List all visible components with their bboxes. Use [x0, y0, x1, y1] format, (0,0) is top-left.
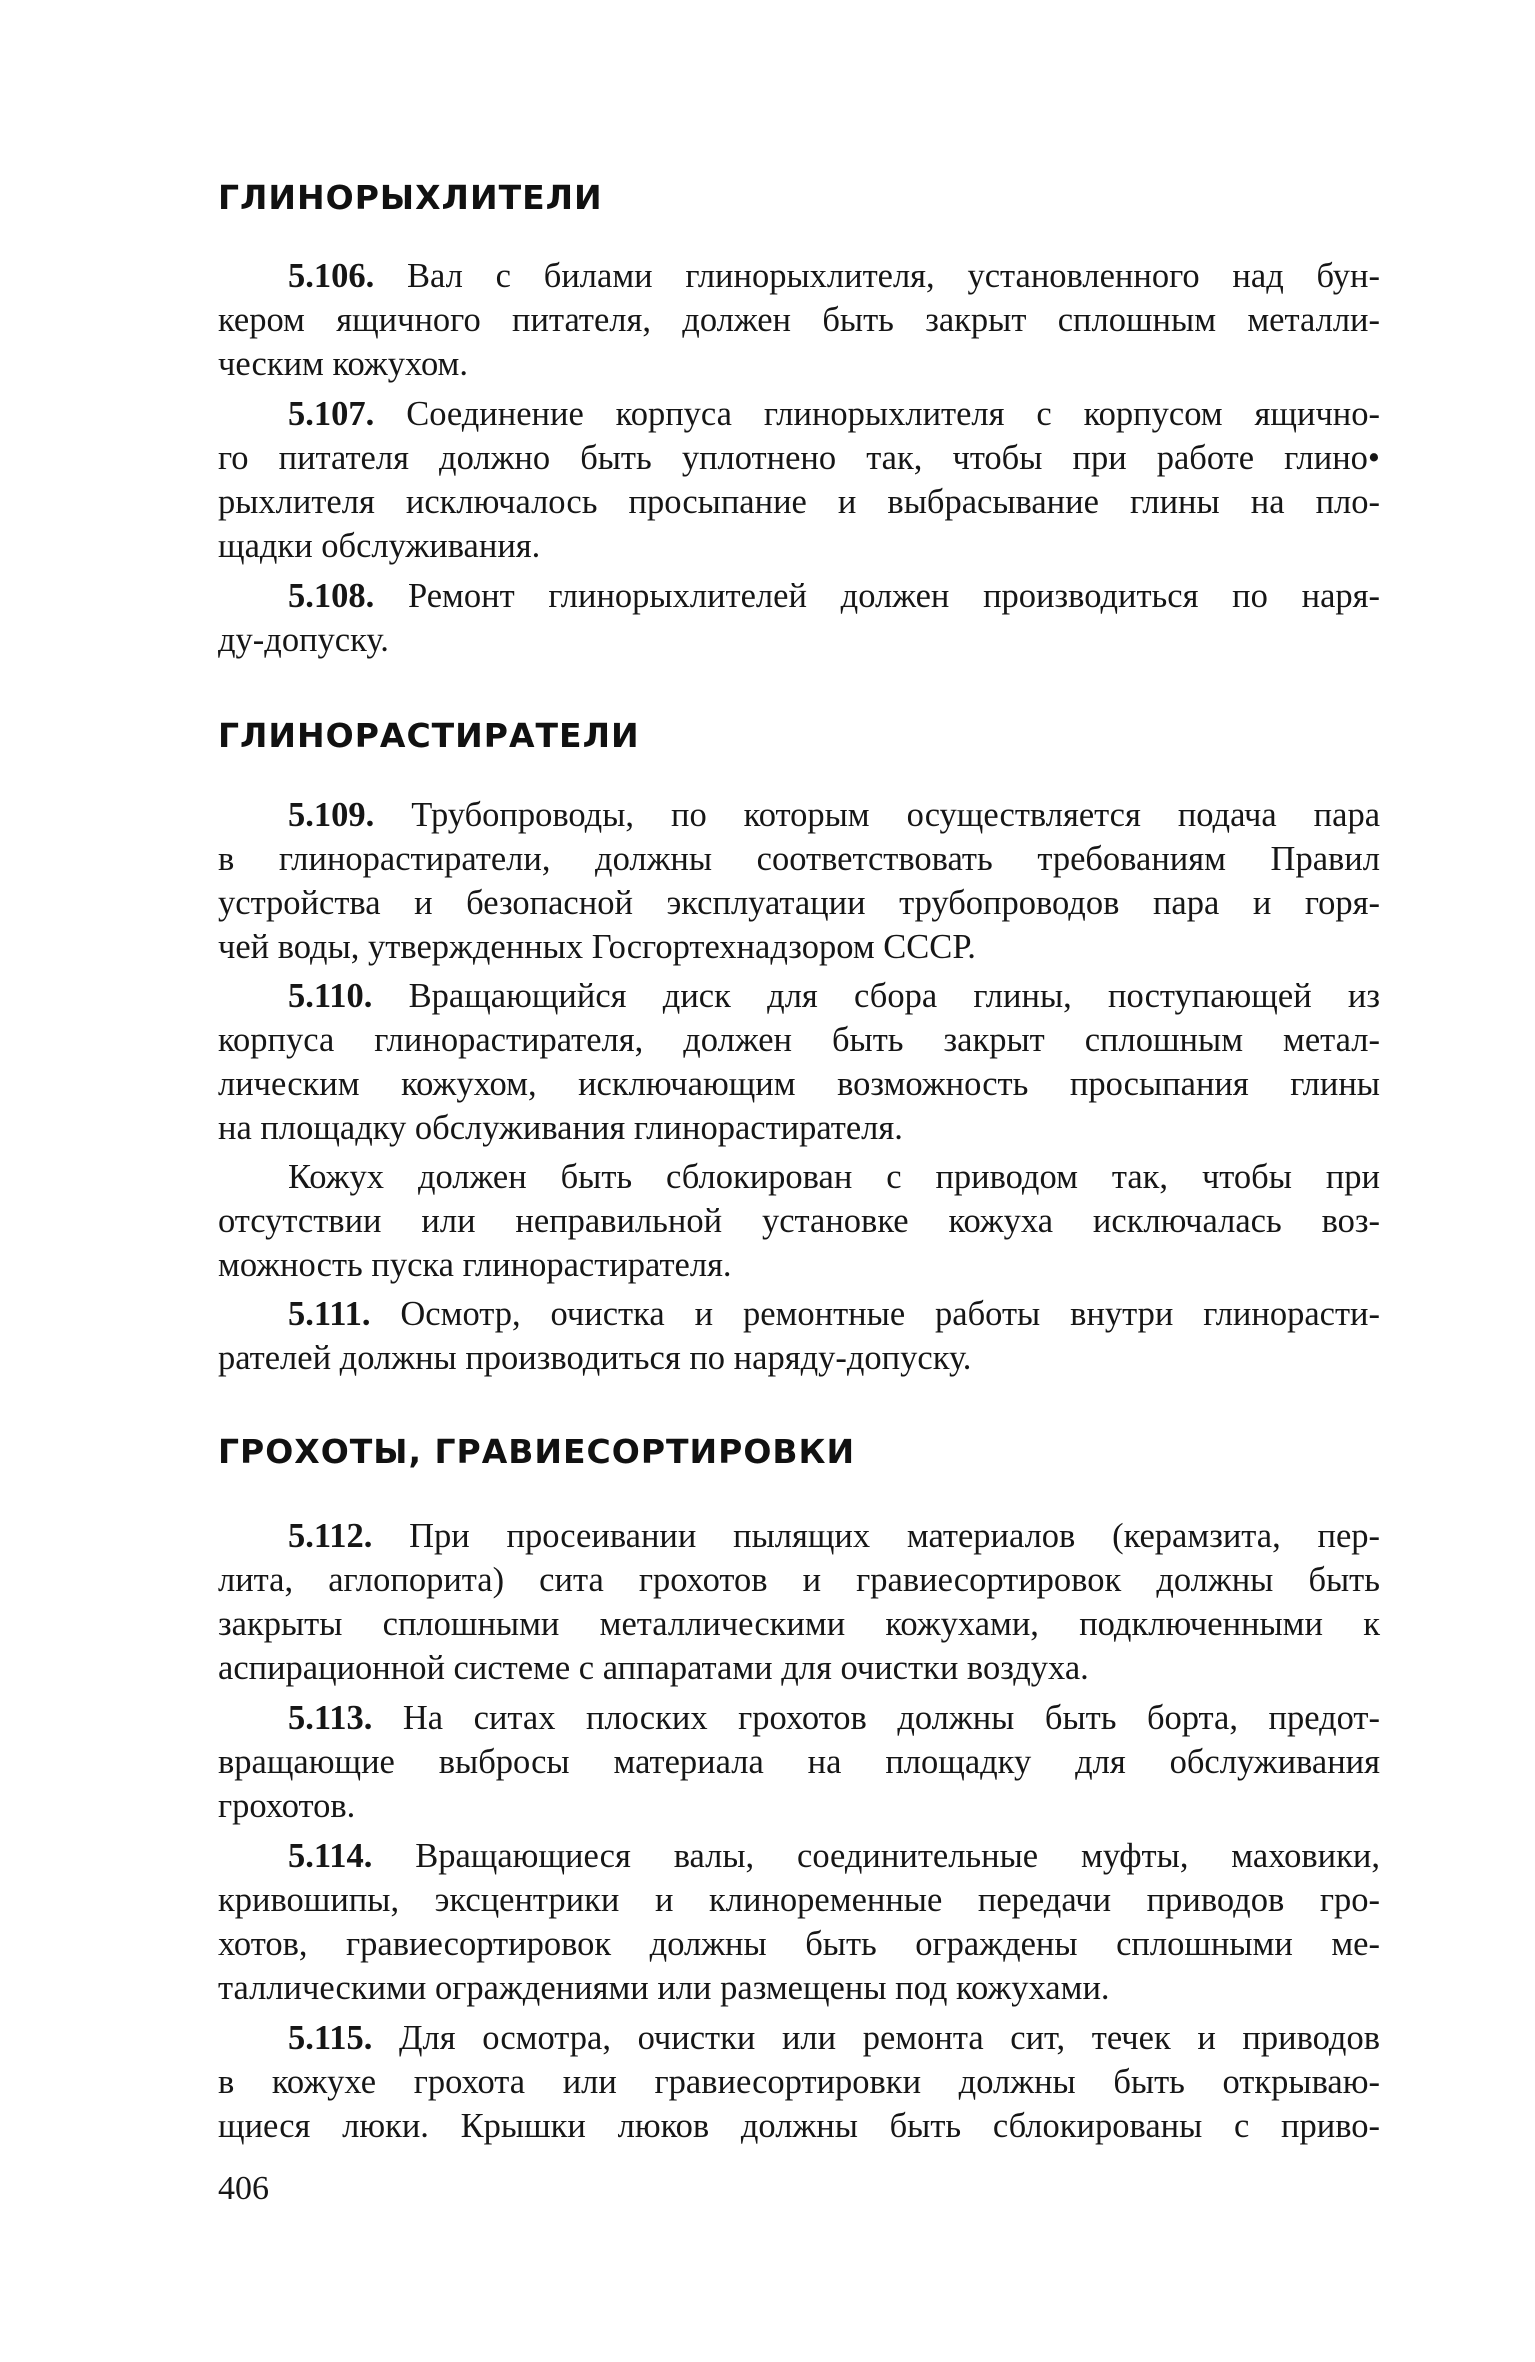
paragraph-5-110b-line-1: Кожух должен быть сблокирован с приводом так, чтобы при	[288, 1158, 1380, 1196]
page-number: 406	[218, 2170, 269, 2207]
text: Осмотр, очистка и ремонтные работы внутри глинорасти-	[400, 1295, 1380, 1333]
item-number: 5.113.	[288, 1699, 373, 1737]
text: При просеивании пылящих материалов (керамзита, пер-	[409, 1517, 1380, 1555]
paragraph-5-109-line-4: чей воды, утвержденных Госгортехнадзором СССР.	[218, 928, 976, 966]
paragraph-5-110-line-4: на площадку обслуживания глинорастирателя.	[218, 1109, 903, 1147]
paragraph-5-114-line-1	[218, 1836, 1380, 1876]
paragraph-5-109-line-3: устройства и безопасной эксплуатации трубопроводов пара и горя-	[218, 884, 1380, 922]
item-number: 5.110.	[288, 977, 373, 1015]
item-number: 5.114.	[288, 1837, 373, 1875]
paragraph-5-115-line-3: щиеся люки. Крышки люков должны быть сблокированы с приво-	[218, 2107, 1380, 2145]
item-number: 5.109.	[288, 796, 375, 834]
item-number: 5.106.	[288, 257, 375, 295]
paragraph-5-106-line-2: кером ящичного питателя, должен быть закрыт сплошным металли-	[218, 301, 1380, 339]
text: На ситах плоских грохотов должны быть борта, предот-	[402, 1699, 1380, 1737]
paragraph-5-110-line-2: корпуса глинорастирателя, должен быть закрыт сплошным метал-	[218, 1021, 1380, 1059]
text: Вал с билами глинорыхлителя, установленного над бун-	[407, 257, 1380, 295]
paragraph-5-113-line-3: грохотов.	[218, 1787, 356, 1825]
paragraph-5-112-line-1	[218, 1516, 1380, 1556]
item-number: 5.112.	[288, 1517, 373, 1555]
paragraph-5-114-line-4: таллическими ограждениями или размещены под кожухами.	[218, 1969, 1110, 2007]
item-number: 5.108.	[288, 577, 375, 615]
paragraph-5-111-line-1	[218, 1294, 1380, 1334]
paragraph-5-106-line-3: ческим кожухом.	[218, 345, 468, 383]
paragraph-5-107-line-2: го питателя должно быть уплотнено так, чтобы при работе глино•	[218, 439, 1380, 477]
paragraph-5-112-line-4: аспирационной системе с аппаратами для очистки воздуха.	[218, 1649, 1089, 1687]
paragraph-5-109-line-1	[218, 795, 1380, 835]
paragraph-5-111-line-2: рателей должны производиться по наряду-допуску.	[218, 1339, 972, 1377]
paragraph-5-110-line-1	[218, 976, 1380, 1016]
paragraph-5-109-line-2: в глинорастиратели, должны соответствовать требованиям Правил	[218, 840, 1380, 878]
paragraph-5-113-line-1	[218, 1698, 1380, 1738]
paragraph-5-110b-line-3: можность пуска глинорастирателя.	[218, 1246, 732, 1284]
item-number: 5.115.	[288, 2019, 373, 2057]
paragraph-5-108-line-1	[218, 576, 1380, 616]
paragraph-5-107-line-4: щадки обслуживания.	[218, 527, 541, 565]
paragraph-5-112-line-2: лита, аглопорита) сита грохотов и гравиесортировок должны быть	[218, 1561, 1380, 1599]
text: Соединение корпуса глинорыхлителя с корпусом ящично-	[406, 395, 1381, 433]
text: Ремонт глинорыхлителей должен производиться по наря-	[407, 577, 1381, 615]
text: Вращающиеся валы, соединительные муфты, маховики,	[415, 1837, 1380, 1875]
paragraph-5-113-line-2: вращающие выбросы материала на площадку для обслуживания	[218, 1743, 1380, 1781]
paragraph-5-107-line-3: рыхлителя исключалось просыпание и выбрасывание глины на пло-	[218, 483, 1380, 521]
paragraph-5-106-line-1	[218, 256, 1380, 296]
paragraph-5-110-line-3: лическим кожухом, исключающим возможность просыпания глины	[218, 1065, 1380, 1103]
text: Вращающийся диск для сбора глины, поступающей из	[408, 977, 1381, 1015]
paragraph-5-114-line-3: хотов, гравиесортировок должны быть ограждены сплошными ме-	[218, 1925, 1380, 1963]
section-heading-glinorykhliteli: ГЛИНОРЫХЛИТЕЛИ	[218, 178, 603, 217]
paragraph-5-114-line-2: кривошипы, эксцентрики и клиноременные передачи приводов гро-	[218, 1881, 1380, 1919]
item-number: 5.107.	[288, 395, 375, 433]
paragraph-5-115-line-1	[218, 2018, 1380, 2058]
paragraph-5-112-line-3: закрыты сплошными металлическими кожухами, подключенными к	[218, 1605, 1380, 1643]
section-heading-grokhoty: ГРОХОТЫ, ГРАВИЕСОРТИРОВКИ	[218, 1432, 856, 1471]
document-page	[218, 0, 1380, 2362]
paragraph-5-110b-line-2: отсутствии или неправильной установке кожуха исключалась воз-	[218, 1202, 1380, 1240]
text: Трубопроводы, по которым осуществляется подача пара	[411, 796, 1381, 834]
section-heading-glinorastirateli: ГЛИНОРАСТИРАТЕЛИ	[218, 716, 640, 755]
item-number: 5.111.	[288, 1295, 371, 1333]
text: Для осмотра, очистки или ремонта сит, течек и приводов	[398, 2019, 1380, 2057]
paragraph-5-108-line-2: ду-допуску.	[218, 621, 389, 659]
paragraph-5-107-line-1	[218, 394, 1380, 434]
paragraph-5-115-line-2: в кожухе грохота или гравиесортировки должны быть открываю-	[218, 2063, 1380, 2101]
